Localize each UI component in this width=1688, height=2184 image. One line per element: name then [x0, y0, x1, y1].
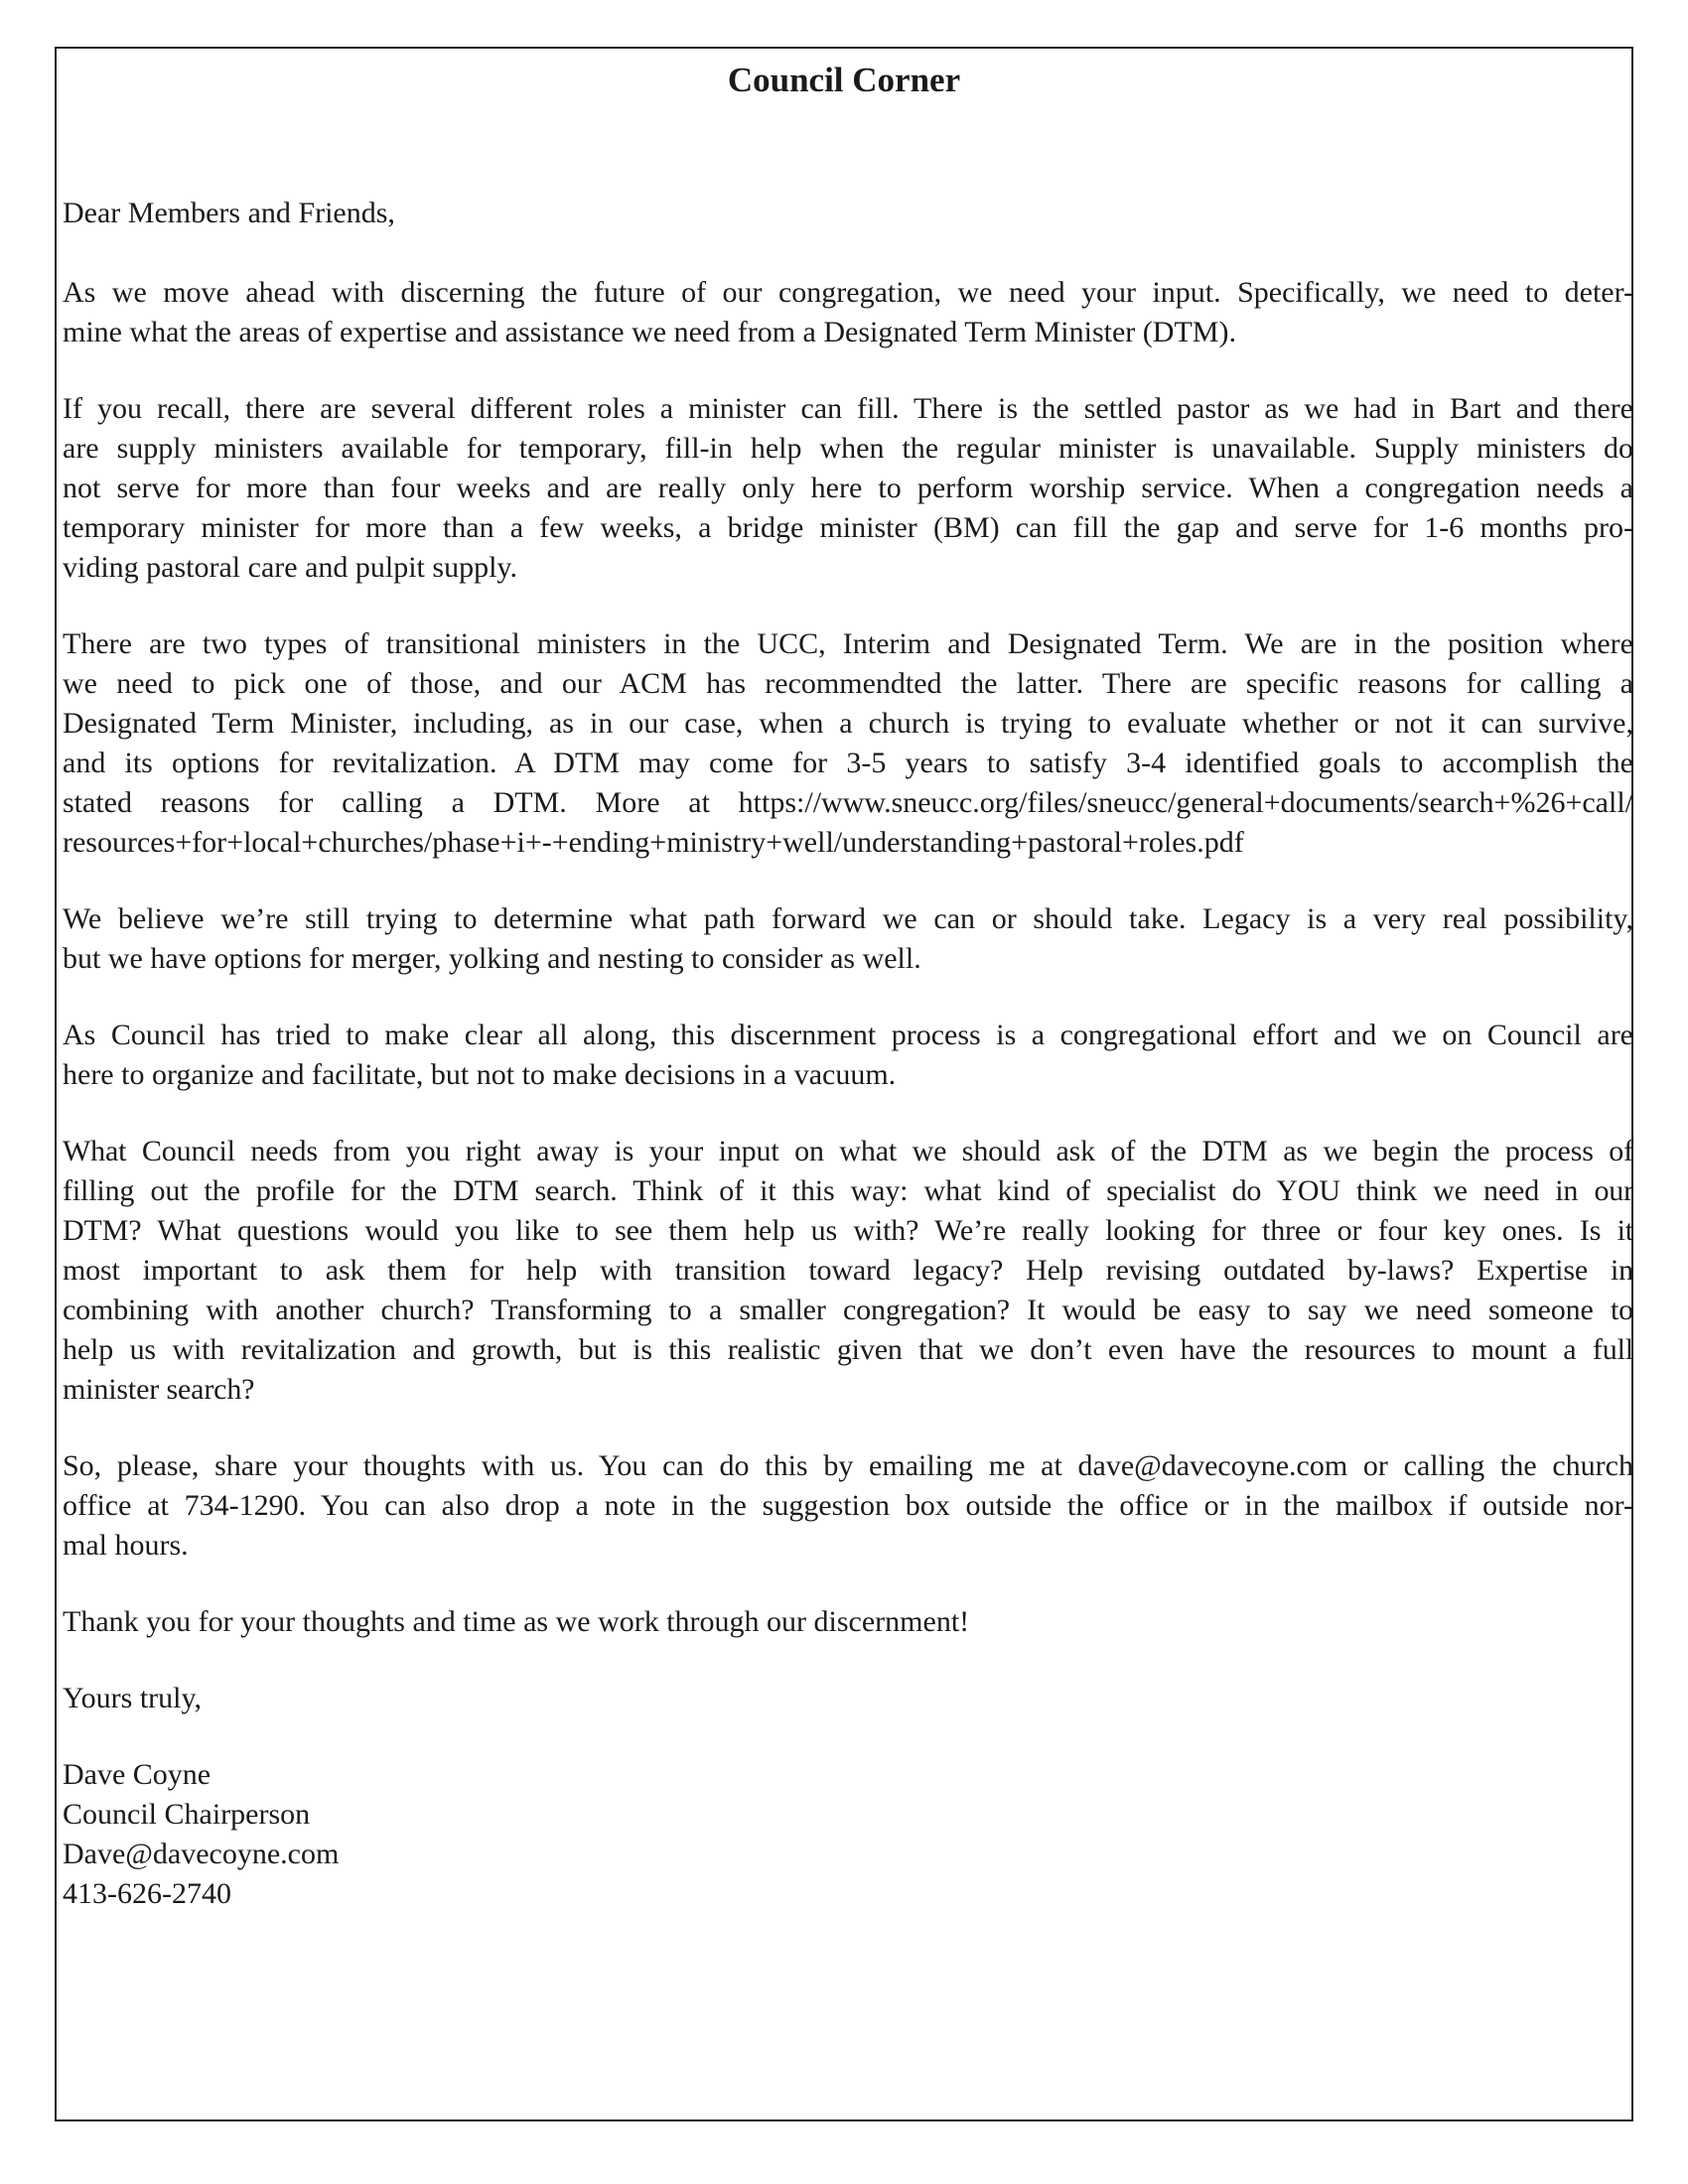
- paragraph-minister-roles: [63, 389, 1633, 588]
- paragraph-discernment-process: [63, 1016, 1633, 1095]
- text-line: not serve for more than four weeks and are really only here to perform worship service. When a congregation needs a: [63, 472, 1633, 504]
- text-line: As we move ahead with discerning the future of our congregation, we need your input. Specifically, we need to deter-: [63, 276, 1633, 309]
- paragraph-dtm-input: [63, 273, 1633, 352]
- paragraph-thank-you: [63, 1602, 1633, 1642]
- salutation: Dear Members and Friends,: [63, 197, 395, 229]
- text-line: If you recall, there are several different roles a minister can fill. There is the settled pastor as we had in Bart and there: [63, 392, 1633, 425]
- text-line: we need to pick one of those, and our ACM has recommendted the latter. There are specific reasons for calling a: [63, 667, 1633, 700]
- text-line: minister search?: [63, 1373, 255, 1406]
- closing-line: Yours truly,: [63, 1682, 203, 1714]
- closing: [63, 1679, 1633, 1718]
- paragraph-share-thoughts: [63, 1446, 1633, 1566]
- text-line: stated reasons for calling a DTM. More at https://www.sneucc.org/files/sneucc/general+documents/search+%26+call/: [63, 786, 1633, 819]
- signature-phone: 413-626-2740: [63, 1877, 231, 1910]
- page-title: Council Corner: [727, 61, 961, 99]
- text-line: viding pastoral care and pulpit supply.: [63, 551, 517, 584]
- text-line: So, please, share your thoughts with us. You can do this by emailing me at dave@davecoyne.com or calling the church: [63, 1449, 1633, 1482]
- text-line: There are two types of transitional ministers in the UCC, Interim and Designated Term. We are in the position where: [63, 627, 1633, 660]
- text-line: Thank you for your thoughts and time as we work through our discernment!: [63, 1605, 970, 1638]
- text-line: temporary minister for more than a few weeks, a bridge minister (BM) can fill the gap and serve for 1-6 months pro-: [63, 511, 1633, 544]
- text-line: What Council needs from you right away is your input on what we should ask of the DTM as we begin the process of: [63, 1135, 1633, 1167]
- letter-body: [63, 194, 1633, 1914]
- text-line: here to organize and facilitate, but not to make decisions in a vacuum.: [63, 1058, 897, 1091]
- text-line: most important to ask them for help with transition toward legacy? Help revising outdated by-laws? Expertise in: [63, 1254, 1633, 1287]
- paragraph-path-forward: [63, 899, 1633, 979]
- text-line: and its options for revitalization. A DTM may come for 3-5 years to satisfy 3-4 identified goals to accomplish the: [63, 747, 1633, 779]
- text-line: As Council has tried to make clear all along, this discernment process is a congregational effort and we on Council are: [63, 1019, 1633, 1051]
- text-line: filling out the profile for the DTM search. Think of it this way: what kind of specialist do YOU think we need in our: [63, 1174, 1633, 1207]
- text-line: help us with revitalization and growth, but is this realistic given that we don’t even have the resources to mount a full: [63, 1333, 1633, 1366]
- text-line: DTM? What questions would you like to see them help us with? We’re really looking for three or four key ones. Is it: [63, 1214, 1633, 1247]
- resource-url-line: resources+for+local+churches/phase+i+-+ending+ministry+well/understanding+pastoral+roles.pdf: [63, 826, 1244, 859]
- text-line: We believe we’re still trying to determine what path forward we can or should take. Legacy is a very real possibility,: [63, 902, 1633, 935]
- paragraph-council-needs: [63, 1132, 1633, 1410]
- signature-block: [63, 1755, 1633, 1914]
- text-line: Designated Term Minister, including, as in our case, when a church is trying to evaluate whether or not it can survive,: [63, 707, 1633, 740]
- signature-email: Dave@davecoyne.com: [63, 1838, 340, 1870]
- text-line: but we have options for merger, yolking and nesting to consider as well.: [63, 942, 921, 975]
- text-line: mal hours.: [63, 1529, 189, 1562]
- text-line: mine what the areas of expertise and assistance we need from a Designated Term Minister (DTM).: [63, 316, 1236, 348]
- signature-role: Council Chairperson: [63, 1798, 311, 1831]
- text-line: combining with another church? Transforming to a smaller congregation? It would be easy to say we need someone to: [63, 1294, 1633, 1326]
- text-line: are supply ministers available for temporary, fill-in help when the regular minister is unavailable. Supply ministers do: [63, 432, 1633, 465]
- paragraph-transitional-ministers: [63, 624, 1633, 863]
- signature-name: Dave Coyne: [63, 1758, 211, 1791]
- council-corner-box: [55, 47, 1633, 2121]
- text-line: office at 734-1290. You can also drop a note in the suggestion box outside the office or in the mailbox if outside nor-: [63, 1489, 1633, 1522]
